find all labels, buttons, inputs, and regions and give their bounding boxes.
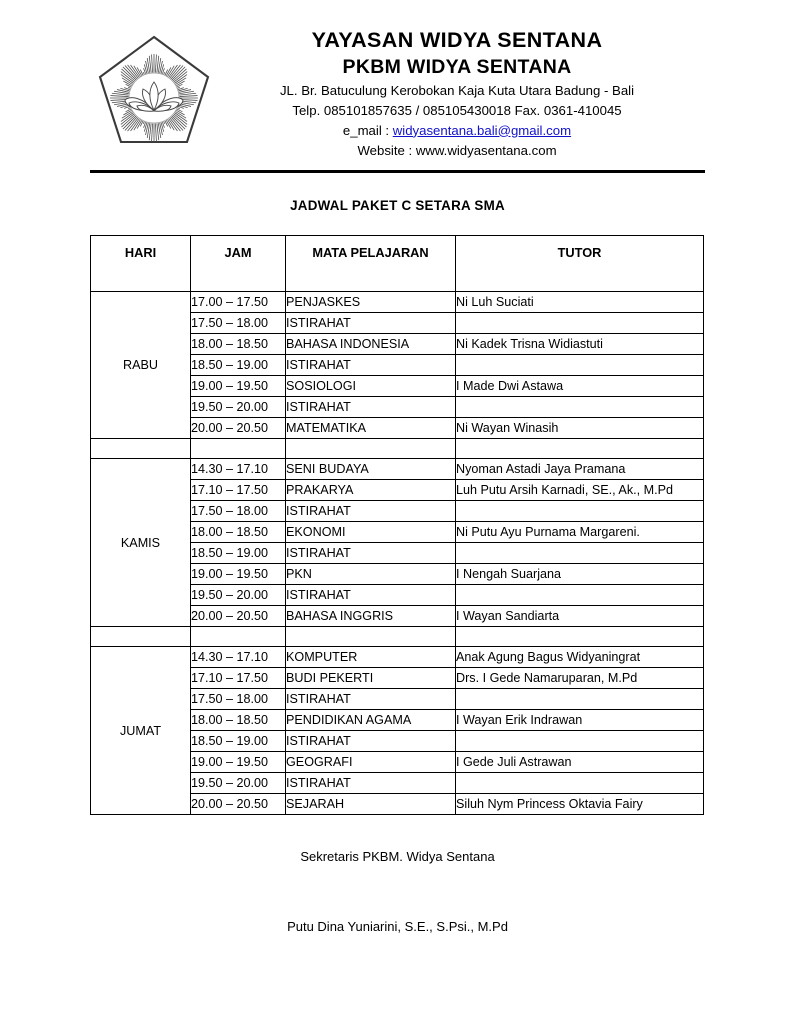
organization-text-block bbox=[215, 26, 705, 161]
website-line: Website : www.widyasentana.com bbox=[357, 142, 557, 158]
schedule-table bbox=[90, 235, 704, 815]
cell-subject: SEJARAH bbox=[286, 794, 456, 815]
cell-subject: BUDI PEKERTI bbox=[286, 668, 456, 689]
cell-tutor: Siluh Nym Princess Oktavia Fairy bbox=[456, 794, 704, 815]
cell-tutor bbox=[456, 773, 704, 794]
cell-subject: KOMPUTER bbox=[286, 647, 456, 668]
cell-subject: ISTIRAHAT bbox=[286, 397, 456, 418]
cell-tutor: I Wayan Erik Indrawan bbox=[456, 710, 704, 731]
cell-subject: MATEMATIKA bbox=[286, 418, 456, 439]
cell-subject: ISTIRAHAT bbox=[286, 543, 456, 564]
cell-time: 18.50 – 19.00 bbox=[191, 355, 286, 376]
signature-space bbox=[0, 867, 795, 917]
cell-time: 18.50 – 19.00 bbox=[191, 731, 286, 752]
spacer-cell bbox=[456, 627, 704, 647]
cell-subject: ISTIRAHAT bbox=[286, 773, 456, 794]
cell-time: 20.00 – 20.50 bbox=[191, 606, 286, 627]
cell-time: 17.50 – 18.00 bbox=[191, 313, 286, 334]
table-row bbox=[91, 292, 704, 313]
cell-subject: ISTIRAHAT bbox=[286, 355, 456, 376]
cell-tutor bbox=[456, 731, 704, 752]
cell-tutor: Ni Wayan Winasih bbox=[456, 418, 704, 439]
cell-time: 14.30 – 17.10 bbox=[191, 647, 286, 668]
table-spacer-row bbox=[91, 627, 704, 647]
cell-subject: PENDIDIKAN AGAMA bbox=[286, 710, 456, 731]
cell-tutor bbox=[456, 313, 704, 334]
cell-time: 17.10 – 17.50 bbox=[191, 668, 286, 689]
cell-tutor: Ni Putu Ayu Purnama Margareni. bbox=[456, 522, 704, 543]
signature-block bbox=[0, 847, 795, 936]
cell-tutor: I Gede Juli Astrawan bbox=[456, 752, 704, 773]
cell-subject: PRAKARYA bbox=[286, 480, 456, 501]
cell-time: 20.00 – 20.50 bbox=[191, 418, 286, 439]
cell-tutor: Nyoman Astadi Jaya Pramana bbox=[456, 459, 704, 480]
cell-time: 19.00 – 19.50 bbox=[191, 752, 286, 773]
column-header-hari: HARI bbox=[91, 236, 191, 292]
cell-time: 19.00 – 19.50 bbox=[191, 564, 286, 585]
spacer-cell bbox=[286, 439, 456, 459]
spacer-cell bbox=[286, 627, 456, 647]
cell-subject: GEOGRAFI bbox=[286, 752, 456, 773]
phone-line: Telp. 085101857635 / 085105430018 Fax. 0361-410045 bbox=[292, 102, 622, 118]
cell-tutor bbox=[456, 501, 704, 522]
cell-subject: ISTIRAHAT bbox=[286, 501, 456, 522]
cell-subject: BAHASA INDONESIA bbox=[286, 334, 456, 355]
cell-subject: PKN bbox=[286, 564, 456, 585]
cell-tutor: I Nengah Suarjana bbox=[456, 564, 704, 585]
signatory-role: Sekretaris PKBM. Widya Sentana bbox=[300, 849, 495, 864]
cell-tutor bbox=[456, 397, 704, 418]
unit-name: PKBM WIDYA SENTANA bbox=[342, 56, 572, 79]
cell-subject: ISTIRAHAT bbox=[286, 313, 456, 334]
letterhead bbox=[0, 0, 795, 164]
cell-time: 20.00 – 20.50 bbox=[191, 794, 286, 815]
spacer-cell bbox=[191, 627, 286, 647]
cell-time: 18.00 – 18.50 bbox=[191, 522, 286, 543]
cell-time: 18.00 – 18.50 bbox=[191, 710, 286, 731]
cell-tutor bbox=[456, 355, 704, 376]
cell-day: RABU bbox=[91, 292, 191, 439]
table-header-row bbox=[91, 236, 704, 292]
cell-day: JUMAT bbox=[91, 647, 191, 815]
spacer-cell bbox=[191, 439, 286, 459]
organization-logo bbox=[95, 26, 215, 164]
page-title: JADWAL PAKET C SETARA SMA bbox=[290, 198, 505, 213]
table-body bbox=[91, 292, 704, 815]
cell-tutor bbox=[456, 585, 704, 606]
cell-subject: BAHASA INGGRIS bbox=[286, 606, 456, 627]
table-spacer-row bbox=[91, 439, 704, 459]
spacer-cell bbox=[456, 439, 704, 459]
cell-subject: PENJASKES bbox=[286, 292, 456, 313]
column-header-mapel: MATA PELAJARAN bbox=[286, 236, 456, 292]
cell-tutor: Ni Kadek Trisna Widiastuti bbox=[456, 334, 704, 355]
cell-time: 19.50 – 20.00 bbox=[191, 585, 286, 606]
spacer-cell bbox=[91, 439, 191, 459]
table-row bbox=[91, 459, 704, 480]
organization-name: YAYASAN WIDYA SENTANA bbox=[311, 28, 603, 52]
cell-day: KAMIS bbox=[91, 459, 191, 627]
schedule-table-wrap bbox=[90, 235, 703, 815]
cell-tutor bbox=[456, 543, 704, 564]
email-line bbox=[215, 121, 699, 141]
cell-time: 19.50 – 20.00 bbox=[191, 397, 286, 418]
cell-tutor: Drs. I Gede Namaruparan, M.Pd bbox=[456, 668, 704, 689]
cell-subject: SENI BUDAYA bbox=[286, 459, 456, 480]
cell-time: 19.50 – 20.00 bbox=[191, 773, 286, 794]
cell-tutor bbox=[456, 689, 704, 710]
cell-tutor: Anak Agung Bagus Widyaningrat bbox=[456, 647, 704, 668]
address-line: JL. Br. Batuculung Kerobokan Kaja Kuta Utara Badung - Bali bbox=[279, 82, 635, 98]
cell-time: 17.10 – 17.50 bbox=[191, 480, 286, 501]
cell-time: 18.00 – 18.50 bbox=[191, 334, 286, 355]
cell-tutor: I Wayan Sandiarta bbox=[456, 606, 704, 627]
cell-tutor: Ni Luh Suciati bbox=[456, 292, 704, 313]
table-header bbox=[91, 236, 704, 292]
column-header-jam: JAM bbox=[191, 236, 286, 292]
signatory-name: Putu Dina Yuniarini, S.E., S.Psi., M.Pd bbox=[287, 918, 508, 934]
table-row bbox=[91, 647, 704, 668]
cell-time: 17.00 – 17.50 bbox=[191, 292, 286, 313]
cell-time: 14.30 – 17.10 bbox=[191, 459, 286, 480]
email-label: e_mail : bbox=[342, 122, 393, 138]
cell-time: 18.50 – 19.00 bbox=[191, 543, 286, 564]
cell-tutor: I Made Dwi Astawa bbox=[456, 376, 704, 397]
column-header-tutor: TUTOR bbox=[456, 236, 704, 292]
cell-time: 17.50 – 18.00 bbox=[191, 501, 286, 522]
cell-subject: ISTIRAHAT bbox=[286, 689, 456, 710]
cell-subject: ISTIRAHAT bbox=[286, 585, 456, 606]
cell-subject: EKONOMI bbox=[286, 522, 456, 543]
cell-time: 17.50 – 18.00 bbox=[191, 689, 286, 710]
pkbm-pentagon-lotus-logo-icon bbox=[95, 32, 213, 164]
header-divider bbox=[90, 170, 705, 173]
cell-tutor: Luh Putu Arsih Karnadi, SE., Ak., M.Pd bbox=[456, 480, 704, 501]
cell-subject: ISTIRAHAT bbox=[286, 731, 456, 752]
email-link[interactable]: widyasentana.bali@gmail.com bbox=[392, 122, 572, 138]
spacer-cell bbox=[91, 627, 191, 647]
cell-time: 19.00 – 19.50 bbox=[191, 376, 286, 397]
cell-subject: SOSIOLOGI bbox=[286, 376, 456, 397]
